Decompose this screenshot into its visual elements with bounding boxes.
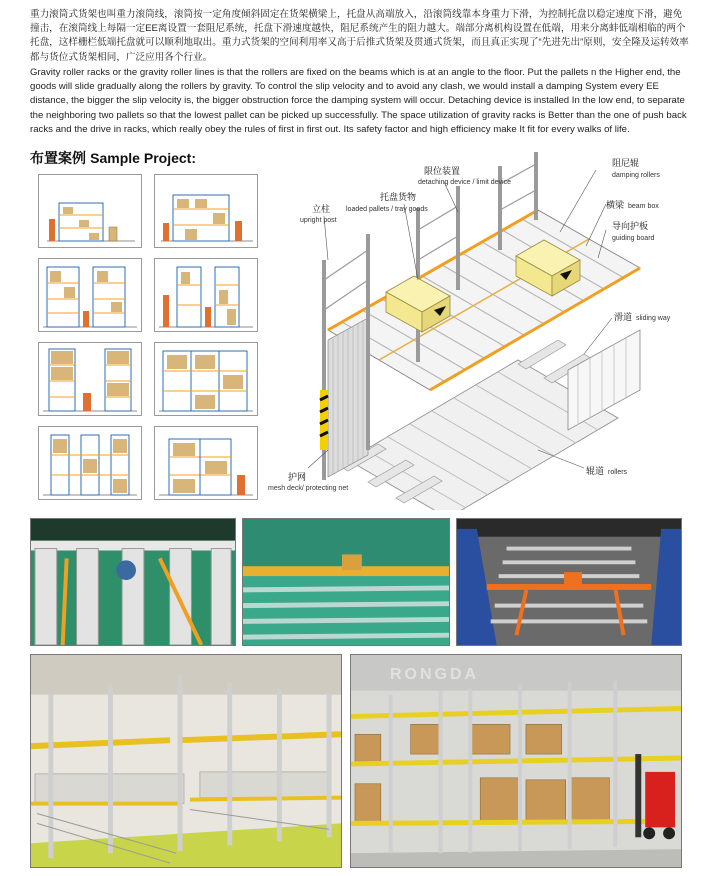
label-post-cn: 立柱 xyxy=(312,205,331,215)
label-limit-cn: 限位装置 xyxy=(424,167,461,177)
label-rollers-en: rollers xyxy=(608,469,628,476)
photo-roller-closeup xyxy=(30,518,236,646)
label-rollers-cn: 辊道 xyxy=(586,467,605,477)
label-net-cn: 护网 xyxy=(288,473,307,483)
label-guide-en: guiding board xyxy=(612,235,655,242)
label-beam-en: beam box xyxy=(628,203,659,210)
label-damping-en: damping rollers xyxy=(612,172,660,179)
intro-english-paragraph: Gravity roller racks or the gravity roller lines is that the rollers are fixed on the beams which is at an angle to the floor. Put the pallets n the Higher end, the goods will slide gradually along the rollers by gravity. To control the slip velocity and to avoid any clash, we would install a damping System every EE distance, the bigger the slip velocity is, the bigger obstruction force the damping system will occur. Detaching device is installed In the low end, to separate the neighboring two pallets so that the lowest pallet can be picked up successfully. The space utilization of gravity racks is Better than the one of push back racks and the drive in racks, which really obey the rules of first in first out. Its safety factor and high efficiency make It fit for every walks of life. xyxy=(30,67,687,135)
photo-damping-roller xyxy=(242,518,450,646)
label-beam-cn: 横梁 xyxy=(606,201,625,211)
label-limit-en: detaching device / limit device xyxy=(418,179,511,186)
layout-thumbnail xyxy=(38,258,142,332)
layout-thumbnail xyxy=(154,342,258,416)
label-damping-cn: 阻尼辊 xyxy=(612,159,640,169)
section-heading xyxy=(30,148,196,168)
layout-thumbnail xyxy=(154,426,258,500)
section-title-en: Sample Project: xyxy=(90,150,196,166)
label-sliding-cn: 滑道 xyxy=(614,313,633,323)
layout-thumbnail xyxy=(154,174,258,248)
photo-detaching-device xyxy=(456,518,682,646)
gravity-rack-diagram xyxy=(268,150,688,510)
label-goods-en: loaded pallets / tray goods xyxy=(346,206,428,213)
layout-thumbnail xyxy=(38,426,142,500)
label-goods-cn: 托盘货物 xyxy=(380,193,417,203)
intro-chinese-paragraph: 重力滚筒式货架也叫重力滚筒线，滚筒按一定角度倾斜固定在货架横梁上，托盘从高端放入，沿滚筒线靠本身重力下滑，为控制托盘以稳定速度下滑，避免撞击，在滚筒线上每隔一定EE离设置一套阻尼系统，托盘下滑速度越快，阻尼系统产生的阻力越大。端部分离机构设置在低端，用来分离蚌低端相临的两个托盘，这样栅栏低端托盘就可以顺利地取出。重力式货架的空间利用率又高于后推式货架及贯通式货架，而且真正实现了“先进先出”原则，安全隆及运转效率都与货位式货架相同，广泛应用各个行业。 xyxy=(30,9,689,63)
label-sliding-en: sliding way xyxy=(636,315,671,322)
brand-watermark: RONGDA xyxy=(390,666,480,683)
label-post-en: upright post xyxy=(300,217,337,224)
photo-warehouse-loaded-racks xyxy=(350,654,682,868)
layout-thumbnail xyxy=(38,174,142,248)
layout-thumbnail xyxy=(38,342,142,416)
label-net-en: mesh deck/ protecting net xyxy=(268,485,349,492)
layout-thumbnail xyxy=(154,258,258,332)
section-title-cn: 布置案例 xyxy=(30,150,86,166)
photo-warehouse-empty-racks xyxy=(30,654,342,868)
label-guide-cn: 导向护板 xyxy=(612,222,649,232)
